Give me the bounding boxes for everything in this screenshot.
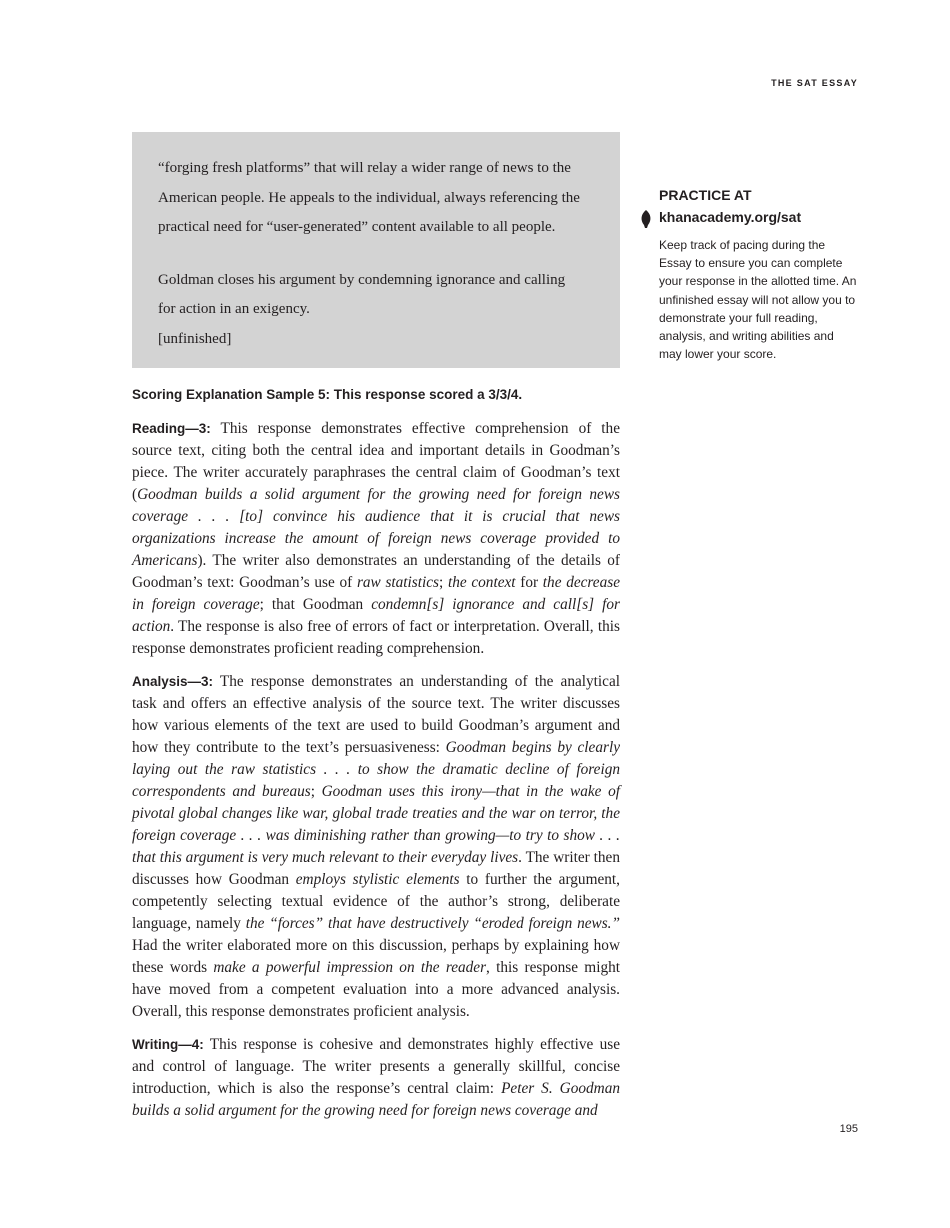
practice-sidebar bbox=[659, 184, 859, 363]
sample-line: American people. He appeals to the individual, always referencing the bbox=[158, 189, 580, 206]
analysis-paragraph: Analysis—3: The response demonstrates an understanding of the analytical task and offers an effective analysis of the source text. The writer discusses how various elements of the text are used to build Goodman’s argument and how they contribute to the text’s persuasiveness: Goodman begins by clearly laying out the raw statistics . . . to show the dramatic decline of foreign correspondents and bureaus; Goodman uses this irony—that in the wake of pivotal global changes like war, global trade treaties and the war on terror, the foreign coverage . . . was diminishing rather than growing—to try to show . . . that this argument is very much relevant to their everyday lives. The writer then discusses how Goodman employs stylistic elements to further the argument, competently selecting textual evidence of the author’s strong, deliberate language, namely the “forces” that have destructively “eroded foreign news.” Had the writer elaborated more on this discussion, perhaps by explaining how these words make a powerful impression on the reader, this response might have moved from a competent evaluation into a more advanced analysis. Overall, this response demonstrates proficient analysis. bbox=[132, 673, 620, 1020]
sample-line: practical need for “user-generated” content available to all people. bbox=[158, 219, 556, 235]
scoring-heading: Scoring Explanation Sample 5: This response scored a 3/3/4. bbox=[132, 387, 523, 402]
khan-leaf-icon bbox=[639, 210, 653, 228]
sample-line: “forging fresh platforms” that will relay a wider range of news to the bbox=[158, 160, 571, 176]
sample-unfinished-note: [unfinished] bbox=[158, 330, 232, 347]
sample-line: Goldman closes his argument by condemning ignorance and calling bbox=[158, 271, 566, 288]
page-number: 195 bbox=[839, 1123, 858, 1135]
khan-academy-link[interactable]: khanacademy.org/sat bbox=[659, 209, 802, 225]
reading-label: Reading—3: bbox=[132, 421, 211, 436]
running-head: THE SAT ESSAY bbox=[771, 78, 858, 88]
student-sample-excerpt bbox=[132, 132, 620, 368]
sidebar-link-row bbox=[659, 206, 859, 228]
sample-line: for action in an exigency. bbox=[158, 301, 310, 317]
analysis-label: Analysis—3: bbox=[132, 674, 214, 689]
sidebar-title: PRACTICE AT bbox=[659, 187, 752, 203]
reading-paragraph: Reading—3: This response demonstrates effective comprehension of the source text, citing both the central idea and important details in Goodman’s piece. The writer accurately paraphrases the central claim of Goodman’s text (Goodman builds a solid argument for the growing need for foreign news coverage . . . [to] convince his audience that it is crucial that news organizations increase the amount of foreign news coverage provided to Americans). The writer also demonstrates an understanding of the details of Goodman’s text: Goodman’s use of raw statistics; the context for the decrease in foreign coverage; that Goodman condemn[s] ignorance and call[s] for action. The response is also free of errors of fact or interpretation. Overall, this response demonstrates proficient reading comprehension. bbox=[132, 420, 620, 657]
scoring-explanation bbox=[132, 384, 620, 1133]
writing-paragraph: Writing—4: This response is cohesive and demonstrates highly effective use and control of language. The writer presents a generally skillful, concise introduction, which is also the response’s central claim: Peter S. Goodman builds a solid argument for the growing need for foreign news coverage and bbox=[132, 1036, 620, 1119]
sidebar-tip: Keep track of pacing during the Essay to ensure you can complete your response in the allotted time. An unfinished essay will not allow you to demonstrate your full reading, analysis, and writing abilities and may lower your score. bbox=[659, 238, 857, 362]
writing-label: Writing—4: bbox=[132, 1037, 204, 1052]
